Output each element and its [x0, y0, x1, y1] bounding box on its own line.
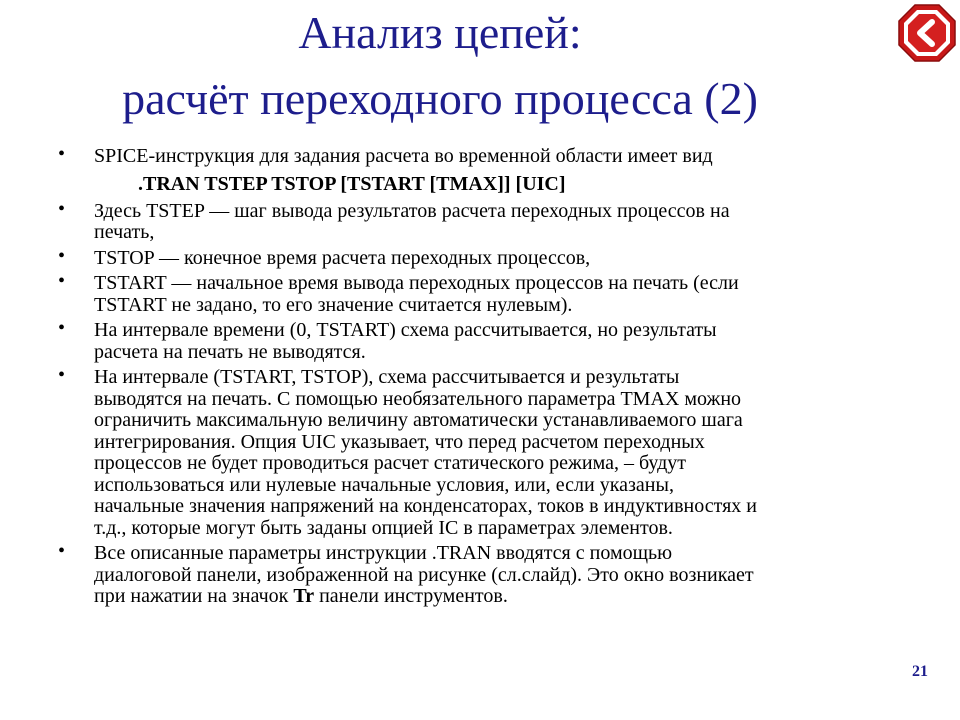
bullet-text: Здесь TSTEP — шаг вывода результатов расчета переходных процессов на печать,: [94, 199, 730, 243]
bullet-item: [0, 270, 960, 316]
bullet-text-end: панели инструментов.: [314, 585, 508, 607]
bullet-list: [0, 143, 960, 612]
bullet-item: [0, 244, 960, 270]
bullet-text: SPICE-инструкция для задания расчета во временной области имеет вид: [94, 145, 713, 167]
tran-syntax-line: .TRAN TSTEP TSTOP [TSTART [TMAX]] [UIC]: [138, 172, 566, 195]
bullet-text: На интервале времени (0, TSTART) схема рассчитывается, но результаты расчета на печать не выводятся.: [94, 319, 717, 363]
bullet-text-start: Все описанные параметры инструкции .TRAN вводятся с помощью диалоговой панели, изображенной на рисунке (сл.слайд). Это окно возникает при нажатии на значок: [94, 542, 754, 607]
bullet-text: TSTART — начальное время вывода переходных процессов на печать (если TSTART не задано, то его значение считается нулевым).: [94, 272, 739, 316]
bullet-text: [94, 543, 914, 608]
bullet-item: [0, 540, 960, 608]
bullet-marker: •: [58, 270, 66, 292]
chevron-left-icon: [898, 4, 956, 62]
bullet-marker: •: [58, 244, 66, 267]
back-button[interactable]: [898, 4, 956, 62]
slide-title-line1: Анализ цепей:: [298, 7, 582, 58]
bullet-marker: •: [58, 540, 66, 562]
bullet-text: TSTOP — конечное время расчета переходных процессов,: [94, 246, 591, 269]
bullet-marker: •: [58, 317, 66, 339]
bullet-item: [0, 317, 960, 363]
bullet-marker: •: [58, 197, 66, 220]
bullet-marker: •: [58, 364, 66, 386]
bullet-item: [0, 364, 960, 539]
slide-title-line2: расчёт переходного процесса (2): [122, 73, 758, 124]
bullet-item: [0, 143, 960, 197]
bullet-text: На интервале (TSTART, TSTOP), схема рассчитывается и результаты выводятся на печать. С помощью необязательного параметра TMAX можно ограничить максимальную величину автоматически устанавливаемого шага интегрирования. Опция UIC указывает, что перед расчетом переходных процессов не будет проводиться расчет статического режима, – будут использоваться или нулевые начальные условия, или, если указаны, начальные значения напряжений на конденсаторах, токов в индуктивностях и т.д., которые могут быть заданы опцией IC в параметрах элементов.: [94, 366, 758, 539]
page-number: 21: [912, 663, 928, 680]
bullet-marker: •: [58, 143, 66, 165]
tr-icon-name: Tr: [293, 585, 315, 607]
bullet-item: [0, 197, 960, 244]
